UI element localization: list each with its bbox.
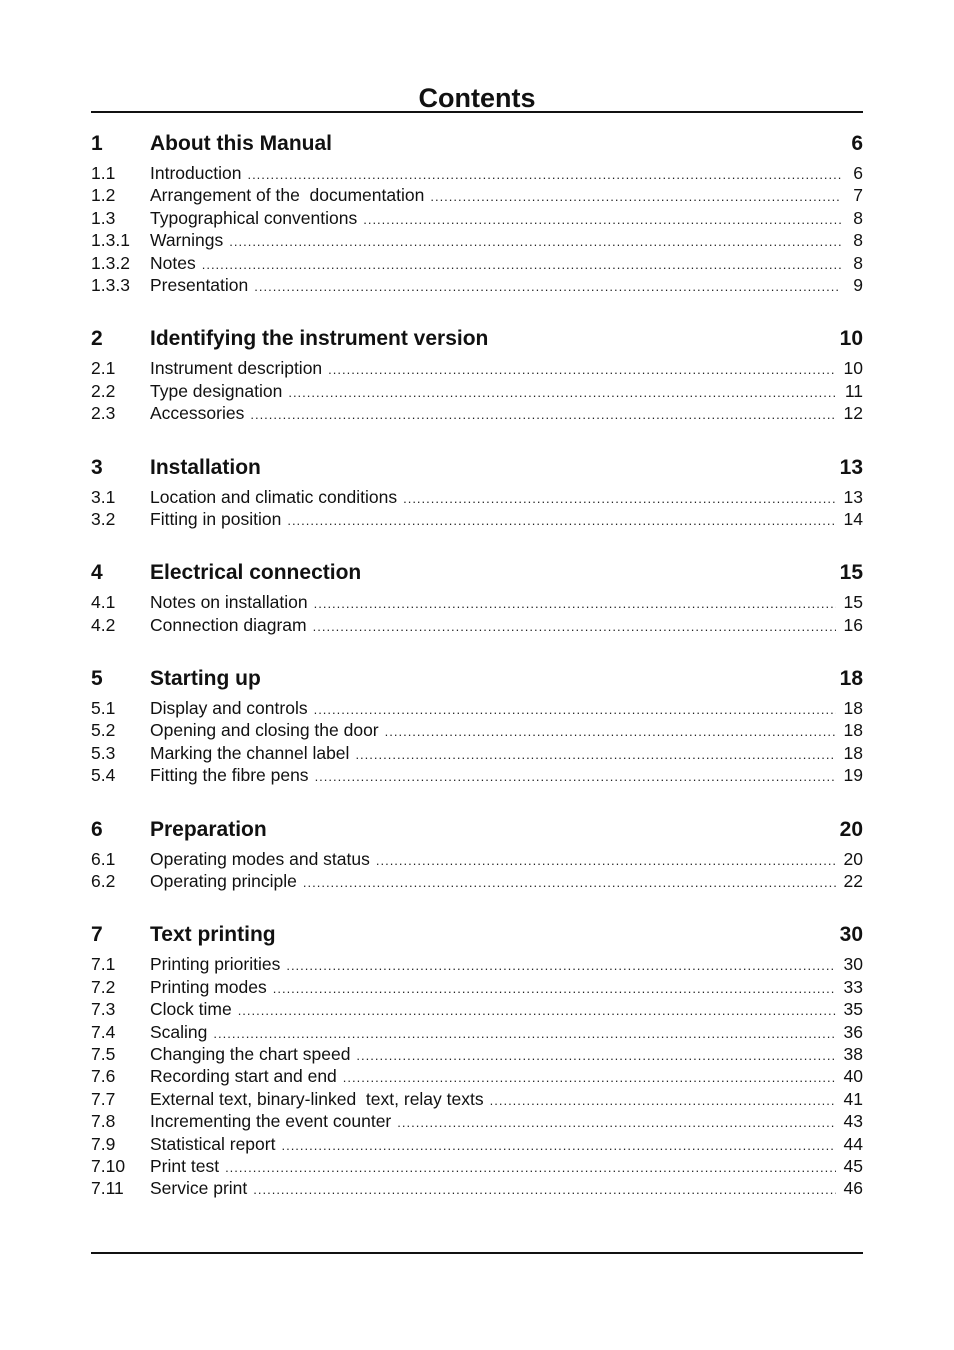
chapter-page-number: 13 xyxy=(839,455,863,479)
entry-title: Arrangement of the documentation xyxy=(150,185,425,206)
toc-chapter xyxy=(91,663,863,787)
toc-entry[interactable] xyxy=(91,252,863,274)
chapter-heading[interactable] xyxy=(91,452,863,484)
toc-entry[interactable] xyxy=(91,848,863,870)
chapter-heading[interactable] xyxy=(91,128,863,160)
entry-number: 7.6 xyxy=(91,1066,116,1087)
entry-number: 7.11 xyxy=(91,1178,124,1199)
entry-page-number: 35 xyxy=(843,999,863,1020)
entry-page-number: 46 xyxy=(843,1178,863,1199)
entry-page-number: 7 xyxy=(853,185,863,206)
bottom-divider xyxy=(91,1252,863,1254)
chapter-heading[interactable] xyxy=(91,919,863,951)
entry-page-number: 40 xyxy=(843,1066,863,1087)
dot-leader xyxy=(303,872,836,894)
entry-page-number: 10 xyxy=(843,358,863,379)
entry-page-number: 6 xyxy=(853,163,863,183)
toc-entry[interactable] xyxy=(91,998,863,1020)
chapter-title: Electrical connection xyxy=(150,561,362,585)
entry-page-number: 38 xyxy=(843,1043,863,1064)
page-title: Contents xyxy=(418,83,536,114)
entry-number: 2.3 xyxy=(91,403,116,424)
entry-number: 2.1 xyxy=(91,358,116,379)
toc-entry[interactable] xyxy=(91,402,863,424)
dot-leader xyxy=(356,1045,835,1067)
entry-page-number: 11 xyxy=(844,380,863,401)
entry-page-number: 13 xyxy=(843,486,863,507)
entry-number: 5.2 xyxy=(91,720,116,741)
entry-number: 5.1 xyxy=(91,698,116,719)
dot-leader xyxy=(281,1135,835,1157)
entry-page-number: 9 xyxy=(853,274,863,295)
entry-number: 7.2 xyxy=(91,976,116,997)
toc-entry[interactable] xyxy=(91,162,863,184)
entry-number: 3.1 xyxy=(91,486,116,507)
toc-entry[interactable] xyxy=(91,380,863,402)
entry-number: 7.7 xyxy=(91,1088,116,1109)
toc-entry[interactable] xyxy=(91,976,863,998)
chapter-page-number: 15 xyxy=(839,561,863,585)
chapter-number: 2 xyxy=(91,327,103,351)
toc-chapter xyxy=(91,452,863,531)
chapter-number: 3 xyxy=(91,455,103,479)
table-of-contents xyxy=(91,128,863,1227)
entry-page-number: 8 xyxy=(853,230,863,251)
toc-entry[interactable] xyxy=(91,508,863,530)
entry-title: Introduction xyxy=(150,163,242,183)
toc-entry[interactable] xyxy=(91,742,863,764)
entry-title: Operating principle xyxy=(150,871,297,892)
dot-leader xyxy=(430,186,841,208)
toc-entry[interactable] xyxy=(91,764,863,786)
toc-entry[interactable] xyxy=(91,1065,863,1087)
toc-chapter xyxy=(91,919,863,1199)
entry-number: 3.2 xyxy=(91,508,116,529)
chapter-number: 4 xyxy=(91,561,103,585)
entry-number: 7.3 xyxy=(91,999,116,1020)
entry-title: Changing the chart speed xyxy=(150,1043,351,1064)
toc-entry[interactable] xyxy=(91,870,863,892)
entry-number: 4.2 xyxy=(91,614,116,635)
entry-title: Notes xyxy=(150,252,196,273)
chapter-number: 6 xyxy=(91,817,103,841)
entry-page-number: 44 xyxy=(843,1133,863,1154)
chapter-title: Text printing xyxy=(150,923,276,947)
entry-title: Typographical conventions xyxy=(150,207,358,228)
entry-page-number: 45 xyxy=(843,1155,863,1176)
chapter-page-number: 18 xyxy=(839,667,863,691)
entry-number: 7.4 xyxy=(91,1021,116,1042)
toc-entry[interactable] xyxy=(91,357,863,379)
entry-page-number: 22 xyxy=(843,871,863,892)
chapter-heading[interactable] xyxy=(91,663,863,695)
entry-title: Instrument description xyxy=(150,358,323,379)
entry-page-number: 19 xyxy=(843,765,863,786)
dot-leader xyxy=(314,593,836,615)
dot-leader xyxy=(315,766,836,788)
entry-number: 1.3.1 xyxy=(91,230,130,251)
entry-page-number: 18 xyxy=(843,720,863,741)
entry-number: 6.2 xyxy=(91,871,116,892)
dot-leader xyxy=(328,359,835,381)
toc-entry[interactable] xyxy=(91,697,863,719)
chapter-heading[interactable] xyxy=(91,323,863,355)
dot-leader xyxy=(286,955,835,977)
entry-page-number: 18 xyxy=(843,742,863,763)
dot-leader xyxy=(314,699,836,721)
entry-number: 5.3 xyxy=(91,742,116,763)
entry-number: 7.8 xyxy=(91,1111,116,1132)
entry-page-number: 18 xyxy=(843,698,863,719)
dot-leader xyxy=(250,404,835,426)
toc-entry[interactable] xyxy=(91,229,863,251)
chapter-number: 5 xyxy=(91,667,103,691)
chapter-page-number: 6 xyxy=(851,132,863,155)
dot-leader xyxy=(225,1157,835,1179)
toc-chapter xyxy=(91,814,863,893)
dot-leader xyxy=(288,382,837,404)
toc-entry[interactable] xyxy=(91,1133,863,1155)
entry-page-number: 12 xyxy=(843,403,863,424)
toc-entry[interactable] xyxy=(91,184,863,206)
entry-title: Print test xyxy=(150,1155,220,1176)
entry-number: 5.4 xyxy=(91,765,116,786)
dot-leader xyxy=(253,1179,835,1201)
entry-title: Incrementing the event counter xyxy=(150,1111,392,1132)
entry-number: 4.1 xyxy=(91,592,116,613)
entry-title: Presentation xyxy=(150,274,249,295)
entry-title: Service print xyxy=(150,1178,248,1199)
entry-title: Type designation xyxy=(150,380,283,401)
entry-page-number: 16 xyxy=(843,614,863,635)
entry-page-number: 41 xyxy=(843,1088,863,1109)
toc-chapter xyxy=(91,323,863,424)
entry-title: Accessories xyxy=(150,403,245,424)
entry-title: Notes on installation xyxy=(150,592,308,613)
entry-number: 1.3.3 xyxy=(91,274,130,295)
dot-leader xyxy=(313,616,836,638)
chapter-title: Starting up xyxy=(150,667,261,691)
toc-entry[interactable] xyxy=(91,207,863,229)
dot-leader xyxy=(403,488,835,510)
chapter-number: 1 xyxy=(91,132,103,155)
entry-number: 7.9 xyxy=(91,1133,116,1154)
entry-title: Clock time xyxy=(150,999,232,1020)
dot-leader xyxy=(213,1023,835,1045)
entry-number: 1.3.2 xyxy=(91,252,130,273)
toc-entry[interactable] xyxy=(91,1155,863,1177)
dot-leader xyxy=(247,164,841,186)
entry-title: Fitting the fibre pens xyxy=(150,765,309,786)
entry-title: Warnings xyxy=(150,230,224,251)
entry-number: 1.2 xyxy=(91,185,116,206)
dot-leader xyxy=(355,744,835,766)
toc-entry[interactable] xyxy=(91,1088,863,1110)
dot-leader xyxy=(229,231,841,253)
entry-title: Printing priorities xyxy=(150,954,281,975)
toc-entry[interactable] xyxy=(91,1043,863,1065)
toc-chapter xyxy=(91,128,863,296)
entry-title: Marking the channel label xyxy=(150,742,350,763)
entry-page-number: 8 xyxy=(853,252,863,273)
entry-page-number: 43 xyxy=(843,1111,863,1132)
entry-title: Printing modes xyxy=(150,976,267,997)
chapter-heading[interactable] xyxy=(91,557,863,589)
toc-entry[interactable] xyxy=(91,953,863,975)
toc-entry[interactable] xyxy=(91,1177,863,1199)
dot-leader xyxy=(202,254,841,276)
toc-entry[interactable] xyxy=(91,614,863,636)
entry-number: 1.3 xyxy=(91,207,116,228)
entry-title: Recording start and end xyxy=(150,1066,337,1087)
entry-page-number: 20 xyxy=(843,848,863,869)
toc-entry[interactable] xyxy=(91,1021,863,1043)
dot-leader xyxy=(238,1000,836,1022)
entry-number: 2.2 xyxy=(91,380,116,401)
dot-leader xyxy=(273,978,836,1000)
chapter-title: Preparation xyxy=(150,817,267,841)
entry-title: Opening and closing the door xyxy=(150,720,379,741)
chapter-number: 7 xyxy=(91,923,103,947)
entry-page-number: 8 xyxy=(853,207,863,228)
entry-title: Operating modes and status xyxy=(150,848,370,869)
toc-entry[interactable] xyxy=(91,591,863,613)
dot-leader xyxy=(376,850,836,872)
dot-leader xyxy=(343,1067,836,1089)
entry-page-number: 14 xyxy=(843,508,863,529)
entry-title: Connection diagram xyxy=(150,614,307,635)
chapter-heading[interactable] xyxy=(91,814,863,846)
top-divider xyxy=(91,111,863,113)
dot-leader xyxy=(287,510,835,532)
entry-title: Location and climatic conditions xyxy=(150,486,398,507)
entry-number: 6.1 xyxy=(91,848,116,869)
toc-chapter xyxy=(91,557,863,636)
toc-entry[interactable] xyxy=(91,719,863,741)
entry-title: Statistical report xyxy=(150,1133,276,1154)
dot-leader xyxy=(363,209,841,231)
entry-page-number: 33 xyxy=(843,976,863,997)
dot-leader xyxy=(397,1112,835,1134)
entry-title: Scaling xyxy=(150,1021,208,1042)
entry-number: 7.1 xyxy=(91,954,116,975)
chapter-page-number: 10 xyxy=(839,327,863,351)
entry-number: 1.1 xyxy=(91,163,116,183)
entry-page-number: 36 xyxy=(843,1021,863,1042)
dot-leader xyxy=(385,721,836,743)
toc-entry[interactable] xyxy=(91,486,863,508)
chapter-page-number: 20 xyxy=(839,817,863,841)
chapter-title: Identifying the instrument version xyxy=(150,327,489,351)
dot-leader xyxy=(254,276,841,298)
entry-number: 7.5 xyxy=(91,1043,116,1064)
toc-entry[interactable] xyxy=(91,1110,863,1132)
chapter-title: Installation xyxy=(150,455,261,479)
dot-leader xyxy=(490,1090,836,1112)
entry-page-number: 30 xyxy=(843,954,863,975)
entry-title: Display and controls xyxy=(150,698,308,719)
entry-title: External text, binary-linked text, relay texts xyxy=(150,1088,484,1109)
chapter-title: About this Manual xyxy=(150,132,332,155)
entry-page-number: 15 xyxy=(843,592,863,613)
entry-title: Fitting in position xyxy=(150,508,282,529)
toc-entry[interactable] xyxy=(91,274,863,296)
chapter-page-number: 30 xyxy=(839,923,863,947)
entry-number: 7.10 xyxy=(91,1155,126,1176)
